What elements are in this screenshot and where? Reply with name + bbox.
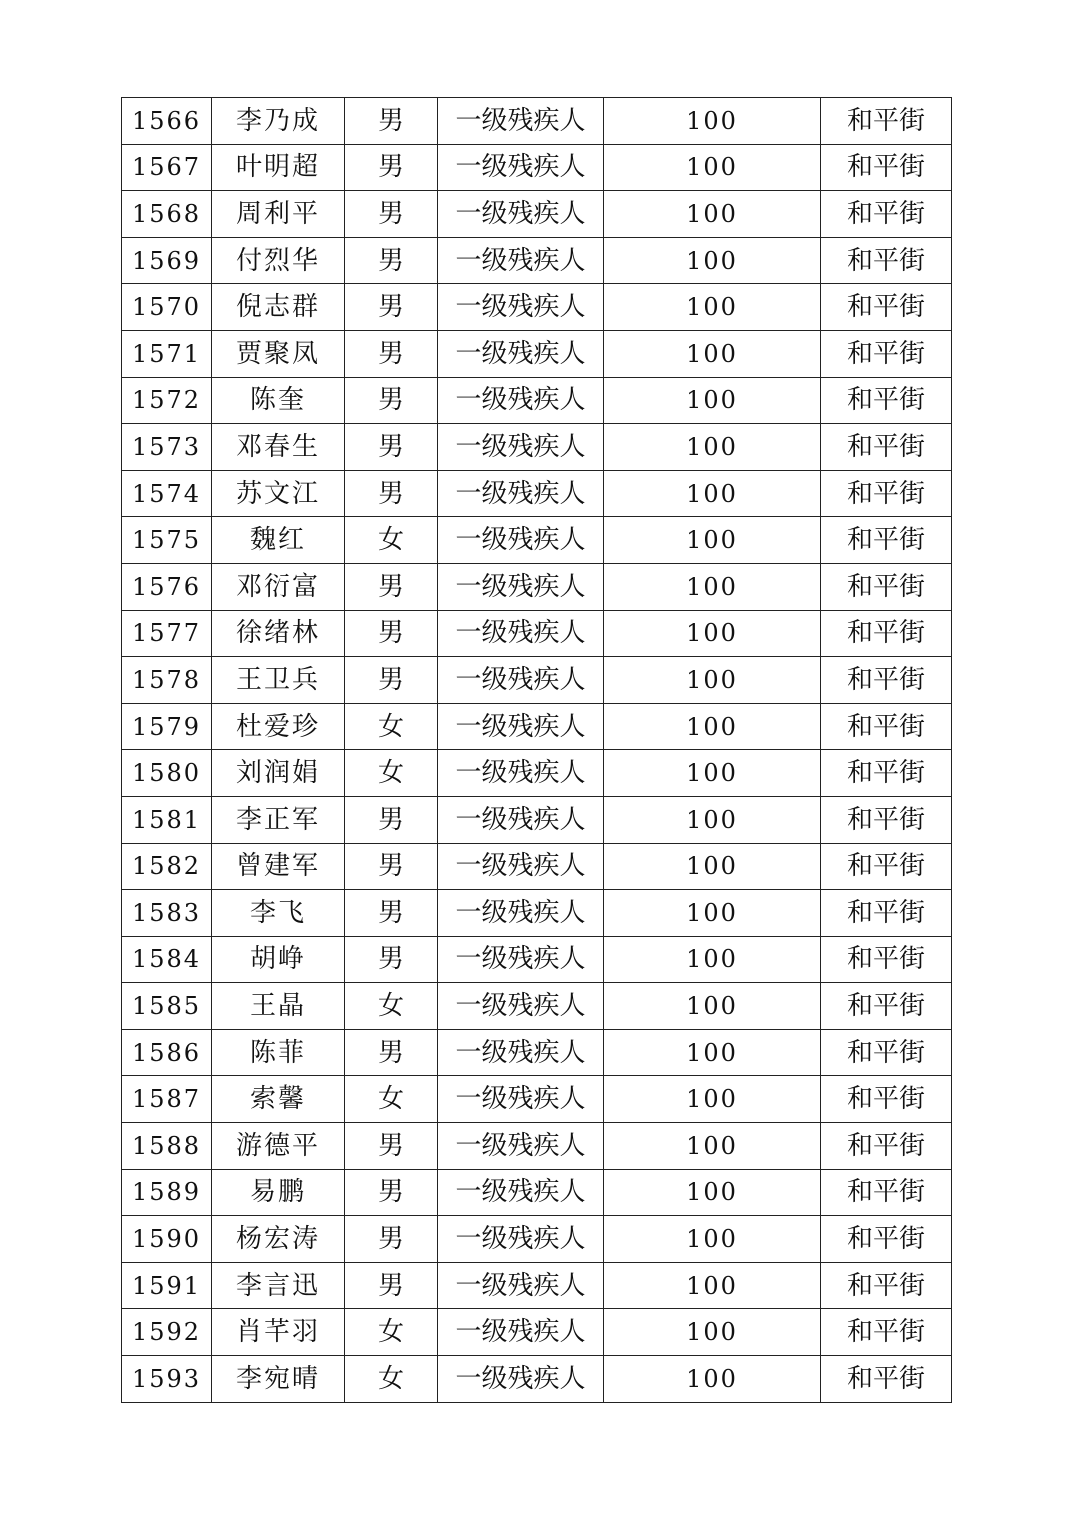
cell-gender: 男: [345, 424, 438, 471]
cell-street: 和平街: [821, 1262, 952, 1309]
cell-serial-number: 1570: [122, 284, 212, 331]
cell-serial-number: 1586: [122, 1029, 212, 1076]
cell-amount: 100: [604, 1262, 821, 1309]
cell-amount: 100: [604, 1029, 821, 1076]
cell-street: 和平街: [821, 1216, 952, 1263]
cell-amount: 100: [604, 98, 821, 145]
cell-disability-level: 一级残疾人: [438, 1216, 604, 1263]
cell-serial-number: 1574: [122, 470, 212, 517]
cell-gender: 男: [345, 144, 438, 191]
table-row: [122, 1169, 952, 1216]
cell-disability-level: 一级残疾人: [438, 470, 604, 517]
cell-name: 刘润娟: [212, 750, 345, 797]
cell-amount: 100: [604, 750, 821, 797]
cell-disability-level: 一级残疾人: [438, 144, 604, 191]
cell-name: 陈奎: [212, 377, 345, 424]
cell-amount: 100: [604, 1309, 821, 1356]
cell-gender: 男: [345, 843, 438, 890]
cell-amount: 100: [604, 424, 821, 471]
cell-gender: 女: [345, 1309, 438, 1356]
table-row: [122, 517, 952, 564]
cell-street: 和平街: [821, 237, 952, 284]
table-row: [122, 237, 952, 284]
cell-amount: 100: [604, 1076, 821, 1123]
cell-name: 易鹏: [212, 1169, 345, 1216]
cell-disability-level: 一级残疾人: [438, 237, 604, 284]
cell-street: 和平街: [821, 1076, 952, 1123]
table-row: [122, 424, 952, 471]
cell-street: 和平街: [821, 750, 952, 797]
cell-amount: 100: [604, 703, 821, 750]
cell-gender: 男: [345, 284, 438, 331]
cell-street: 和平街: [821, 517, 952, 564]
table-row: [122, 1309, 952, 1356]
cell-gender: 男: [345, 657, 438, 704]
cell-name: 李乃成: [212, 98, 345, 145]
cell-name: 邓春生: [212, 424, 345, 471]
cell-serial-number: 1588: [122, 1123, 212, 1170]
table-row: [122, 796, 952, 843]
cell-street: 和平街: [821, 563, 952, 610]
cell-serial-number: 1583: [122, 890, 212, 937]
cell-gender: 男: [345, 98, 438, 145]
cell-name: 曾建军: [212, 843, 345, 890]
cell-name: 徐绪林: [212, 610, 345, 657]
cell-gender: 男: [345, 237, 438, 284]
cell-disability-level: 一级残疾人: [438, 1309, 604, 1356]
cell-serial-number: 1584: [122, 936, 212, 983]
cell-name: 李飞: [212, 890, 345, 937]
table-row: [122, 1123, 952, 1170]
cell-street: 和平街: [821, 936, 952, 983]
cell-disability-level: 一级残疾人: [438, 657, 604, 704]
cell-serial-number: 1569: [122, 237, 212, 284]
cell-gender: 女: [345, 1076, 438, 1123]
table-row: [122, 936, 952, 983]
cell-gender: 男: [345, 936, 438, 983]
cell-street: 和平街: [821, 1309, 952, 1356]
cell-name: 魏红: [212, 517, 345, 564]
cell-street: 和平街: [821, 284, 952, 331]
cell-gender: 女: [345, 983, 438, 1030]
cell-serial-number: 1568: [122, 191, 212, 238]
cell-serial-number: 1593: [122, 1356, 212, 1403]
table-row: [122, 983, 952, 1030]
table-row: [122, 610, 952, 657]
cell-amount: 100: [604, 517, 821, 564]
cell-name: 杨宏涛: [212, 1216, 345, 1263]
cell-serial-number: 1589: [122, 1169, 212, 1216]
cell-name: 李正军: [212, 796, 345, 843]
cell-serial-number: 1571: [122, 330, 212, 377]
cell-amount: 100: [604, 1356, 821, 1403]
table-row: [122, 750, 952, 797]
cell-disability-level: 一级残疾人: [438, 703, 604, 750]
cell-amount: 100: [604, 936, 821, 983]
cell-amount: 100: [604, 470, 821, 517]
cell-name: 叶明超: [212, 144, 345, 191]
cell-amount: 100: [604, 983, 821, 1030]
cell-serial-number: 1590: [122, 1216, 212, 1263]
cell-serial-number: 1573: [122, 424, 212, 471]
cell-serial-number: 1585: [122, 983, 212, 1030]
cell-gender: 男: [345, 1029, 438, 1076]
cell-amount: 100: [604, 890, 821, 937]
cell-street: 和平街: [821, 703, 952, 750]
cell-disability-level: 一级残疾人: [438, 796, 604, 843]
cell-amount: 100: [604, 377, 821, 424]
cell-amount: 100: [604, 1123, 821, 1170]
cell-name: 李言迅: [212, 1262, 345, 1309]
cell-name: 游德平: [212, 1123, 345, 1170]
cell-serial-number: 1572: [122, 377, 212, 424]
table-row: [122, 1216, 952, 1263]
cell-disability-level: 一级残疾人: [438, 1262, 604, 1309]
subsidy-table: [121, 97, 952, 1403]
table-row: [122, 284, 952, 331]
cell-street: 和平街: [821, 1356, 952, 1403]
cell-street: 和平街: [821, 191, 952, 238]
cell-name: 胡峥: [212, 936, 345, 983]
cell-disability-level: 一级残疾人: [438, 843, 604, 890]
cell-serial-number: 1581: [122, 796, 212, 843]
cell-name: 索馨: [212, 1076, 345, 1123]
cell-gender: 女: [345, 703, 438, 750]
table-row: [122, 843, 952, 890]
cell-name: 贾聚凤: [212, 330, 345, 377]
table-row: [122, 377, 952, 424]
cell-gender: 男: [345, 1169, 438, 1216]
cell-disability-level: 一级残疾人: [438, 750, 604, 797]
table-body: [122, 98, 952, 1403]
cell-name: 周利平: [212, 191, 345, 238]
cell-gender: 男: [345, 191, 438, 238]
cell-serial-number: 1592: [122, 1309, 212, 1356]
cell-street: 和平街: [821, 470, 952, 517]
cell-street: 和平街: [821, 98, 952, 145]
cell-amount: 100: [604, 796, 821, 843]
cell-street: 和平街: [821, 330, 952, 377]
cell-gender: 男: [345, 330, 438, 377]
cell-amount: 100: [604, 657, 821, 704]
cell-amount: 100: [604, 1169, 821, 1216]
table-row: [122, 703, 952, 750]
cell-gender: 男: [345, 1262, 438, 1309]
cell-name: 付烈华: [212, 237, 345, 284]
table-row: [122, 657, 952, 704]
cell-street: 和平街: [821, 1029, 952, 1076]
cell-amount: 100: [604, 191, 821, 238]
cell-serial-number: 1582: [122, 843, 212, 890]
cell-disability-level: 一级残疾人: [438, 1169, 604, 1216]
cell-disability-level: 一级残疾人: [438, 936, 604, 983]
cell-name: 李宛晴: [212, 1356, 345, 1403]
cell-disability-level: 一级残疾人: [438, 98, 604, 145]
cell-amount: 100: [604, 610, 821, 657]
cell-serial-number: 1591: [122, 1262, 212, 1309]
cell-gender: 男: [345, 1123, 438, 1170]
cell-street: 和平街: [821, 1123, 952, 1170]
cell-street: 和平街: [821, 890, 952, 937]
cell-disability-level: 一级残疾人: [438, 563, 604, 610]
cell-disability-level: 一级残疾人: [438, 1029, 604, 1076]
cell-gender: 男: [345, 563, 438, 610]
table-row: [122, 191, 952, 238]
cell-street: 和平街: [821, 144, 952, 191]
table-row: [122, 470, 952, 517]
cell-disability-level: 一级残疾人: [438, 284, 604, 331]
table-row: [122, 144, 952, 191]
cell-name: 王晶: [212, 983, 345, 1030]
cell-gender: 男: [345, 1216, 438, 1263]
cell-street: 和平街: [821, 377, 952, 424]
cell-disability-level: 一级残疾人: [438, 610, 604, 657]
cell-serial-number: 1578: [122, 657, 212, 704]
cell-serial-number: 1587: [122, 1076, 212, 1123]
cell-name: 杜爱珍: [212, 703, 345, 750]
cell-serial-number: 1580: [122, 750, 212, 797]
cell-gender: 男: [345, 796, 438, 843]
cell-gender: 男: [345, 470, 438, 517]
cell-name: 苏文江: [212, 470, 345, 517]
cell-name: 陈菲: [212, 1029, 345, 1076]
cell-street: 和平街: [821, 843, 952, 890]
table-row: [122, 98, 952, 145]
cell-disability-level: 一级残疾人: [438, 1123, 604, 1170]
cell-street: 和平街: [821, 796, 952, 843]
cell-street: 和平街: [821, 983, 952, 1030]
cell-amount: 100: [604, 1216, 821, 1263]
cell-amount: 100: [604, 237, 821, 284]
cell-serial-number: 1576: [122, 563, 212, 610]
cell-amount: 100: [604, 284, 821, 331]
cell-amount: 100: [604, 843, 821, 890]
table-row: [122, 890, 952, 937]
cell-disability-level: 一级残疾人: [438, 1076, 604, 1123]
cell-gender: 男: [345, 610, 438, 657]
cell-gender: 男: [345, 377, 438, 424]
table-row: [122, 1356, 952, 1403]
cell-disability-level: 一级残疾人: [438, 191, 604, 238]
cell-gender: 女: [345, 750, 438, 797]
cell-disability-level: 一级残疾人: [438, 377, 604, 424]
cell-street: 和平街: [821, 1169, 952, 1216]
cell-street: 和平街: [821, 610, 952, 657]
cell-disability-level: 一级残疾人: [438, 890, 604, 937]
table-row: [122, 1076, 952, 1123]
cell-disability-level: 一级残疾人: [438, 1356, 604, 1403]
cell-gender: 男: [345, 890, 438, 937]
cell-serial-number: 1579: [122, 703, 212, 750]
cell-amount: 100: [604, 330, 821, 377]
table-row: [122, 1029, 952, 1076]
cell-serial-number: 1567: [122, 144, 212, 191]
cell-disability-level: 一级残疾人: [438, 517, 604, 564]
cell-gender: 女: [345, 1356, 438, 1403]
cell-street: 和平街: [821, 424, 952, 471]
table-row: [122, 330, 952, 377]
cell-street: 和平街: [821, 657, 952, 704]
cell-disability-level: 一级残疾人: [438, 424, 604, 471]
cell-name: 倪志群: [212, 284, 345, 331]
cell-amount: 100: [604, 563, 821, 610]
cell-serial-number: 1575: [122, 517, 212, 564]
cell-gender: 女: [345, 517, 438, 564]
cell-name: 肖芊羽: [212, 1309, 345, 1356]
cell-serial-number: 1566: [122, 98, 212, 145]
cell-name: 邓衍富: [212, 563, 345, 610]
cell-name: 王卫兵: [212, 657, 345, 704]
cell-amount: 100: [604, 144, 821, 191]
cell-serial-number: 1577: [122, 610, 212, 657]
table-row: [122, 563, 952, 610]
cell-disability-level: 一级残疾人: [438, 983, 604, 1030]
table-row: [122, 1262, 952, 1309]
cell-disability-level: 一级残疾人: [438, 330, 604, 377]
